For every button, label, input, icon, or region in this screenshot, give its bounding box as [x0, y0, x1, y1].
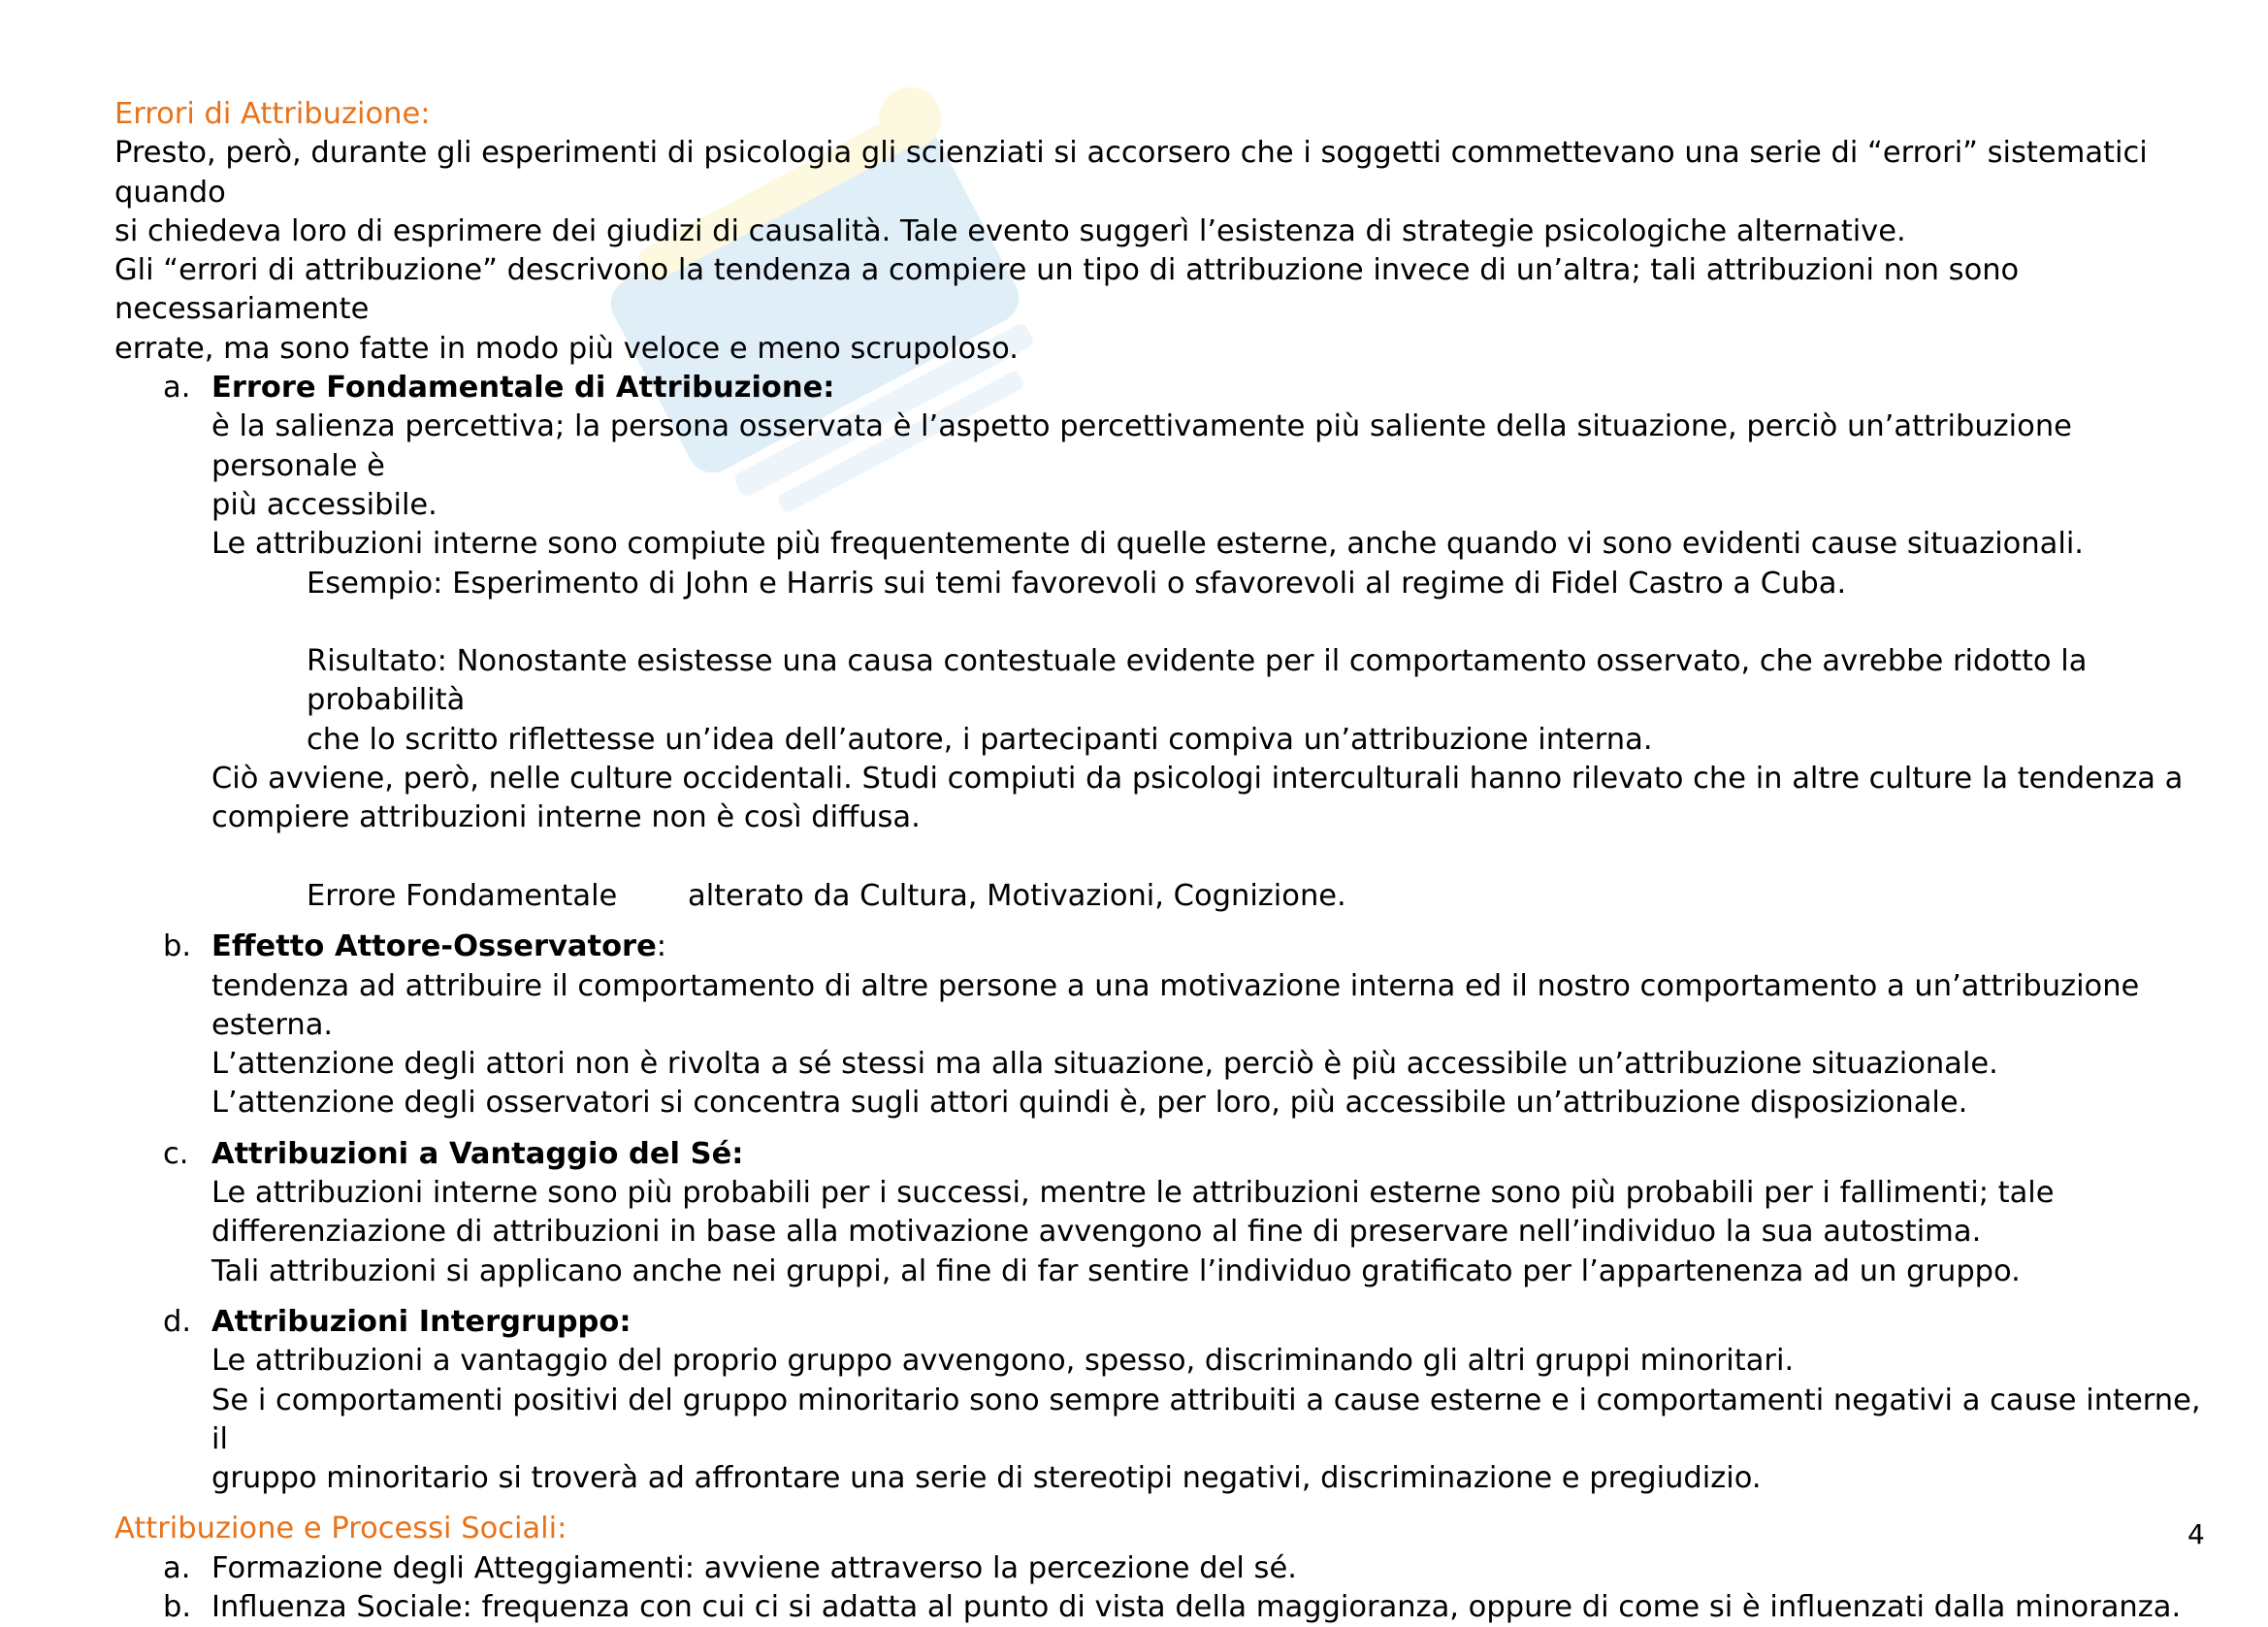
item-line: Tali attribuzioni si applicano anche nei gruppi, al fine di far sentire l’individuo gratificato per l’appartenenza ad un gruppo.: [211, 1253, 2021, 1288]
item-line: Le attribuzioni a vantaggio del proprio gruppo avvengono, spesso, discriminando gli altri gruppi minoritari.: [211, 1344, 1795, 1379]
list-marker: a.: [163, 1550, 191, 1585]
item-gap: [114, 1123, 2210, 1135]
intro-line: Gli “errori di attribuzione” descrivono la tendenza a compiere un tipo di attribuzione invece di un’altra; tali attribuzioni non sono necessariamente: [114, 253, 2020, 327]
item-line: è la salienza percettiva; la persona osservata è l’aspetto percettivamente più saliente della situazione, perciò un’attribuzione personale è: [211, 409, 2072, 483]
item-text: Influenza Sociale: frequenza con cui ci si adatta al punto di vista della maggioranza, oppure di come si è influenzati dalla minoranza.: [211, 1589, 2182, 1624]
item-line: L’attenzione degli osservatori si concentra sugli attori quindi è, per loro, più accessibile un’attribuzione disposizionale.: [211, 1086, 1968, 1121]
list-item-actor-observer: [114, 927, 2210, 1123]
summary-left: Errore Fondamentale: [307, 878, 618, 913]
item-title-suffix: :: [656, 929, 667, 964]
list-marker: b.: [163, 1589, 192, 1624]
social-list: [114, 1549, 2210, 1627]
list-item-self-serving: [114, 1135, 2210, 1291]
item-line: Se i comportamenti positivi del gruppo minoritario sono sempre attribuiti a cause esterne e i comportamenti negativi a cause interne, il: [211, 1383, 2201, 1456]
item-title-row: [211, 927, 2210, 966]
list-item-social-influence: [114, 1588, 2210, 1627]
item-gap: [114, 1291, 2210, 1303]
example-line: Esempio: Esperimento di John e Harris sui temi favorevoli o sfavorevoli al regime di Fidel Castro a Cuba.: [307, 566, 1847, 601]
item-line: più accessibile.: [211, 487, 437, 522]
section-heading-errors: Errori di Attribuzione:: [114, 97, 431, 131]
result-line: Risultato: Nonostante esistesse una causa contestuale evidente per il comportamento osservato, che avrebbe ridotto la probabilità: [307, 644, 2088, 718]
list-marker: b.: [163, 929, 192, 964]
blank-line: [211, 838, 2210, 877]
list-item-intergroup: [114, 1303, 2210, 1498]
item-line: L’attenzione degli attori non è rivolta a sé stessi ma alla situazione, perciò è più accessibile un’attribuzione situazionale.: [211, 1047, 1998, 1082]
summary-right: alterato da Cultura, Motivazioni, Cognizione.: [688, 878, 1346, 913]
item-gap: [114, 916, 2210, 927]
intro-line: si chiedeva loro di esprimere dei giudizi di causalità. Tale evento suggerì l’esistenza di strategie psicologiche alternative.: [114, 213, 1906, 248]
errors-list: [114, 369, 2210, 1498]
item-text: Formazione degli Atteggiamenti: avviene attraverso la percezione del sé.: [211, 1550, 1297, 1585]
item-title: Errore Fondamentale di Attribuzione:: [211, 371, 835, 406]
list-item-attitudes: [114, 1549, 2210, 1588]
culture-line: Ciò avviene, però, nelle culture occidentali. Studi compiuti da psicologi interculturali hanno rilevato che in altre culture la tendenza a: [211, 762, 2184, 797]
page-content: [114, 95, 2210, 1627]
section-gap: [114, 1498, 2210, 1510]
item-line: Le attribuzioni interne sono compiute più frequentemente di quelle esterne, anche quando vi sono evidenti cause situazionali.: [211, 527, 2085, 562]
item-line: tendenza ad attribuire il comportamento di altre persone a una motivazione interna ed il nostro comportamento a un’attribuzione esterna.: [211, 968, 2140, 1042]
culture-line: compiere attribuzioni interne non è così diffusa.: [211, 800, 921, 835]
intro-line: errate, ma sono fatte in modo più veloce e meno scrupoloso.: [114, 331, 1019, 366]
list-marker: c.: [163, 1136, 189, 1171]
intro-line: Presto, però, durante gli esperimenti di psicologia gli scienziati si accorsero che i soggetti commettevano una serie di “errori” sistematici quando: [114, 136, 2148, 210]
blank-line: [211, 603, 2210, 642]
list-item-fundamental-error: [114, 369, 2210, 916]
item-title: Attribuzioni Intergruppo:: [211, 1304, 632, 1339]
result-line: che lo scritto riflettesse un’idea dell’autore, i partecipanti compiva un’attribuzione interna.: [307, 722, 1653, 757]
item-title: Effetto Attore-Osservatore: [211, 929, 657, 964]
item-line: Le attribuzioni interne sono più probabili per i successi, mentre le attribuzioni esterne sono più probabili per i fallimenti; tale: [211, 1176, 2055, 1211]
list-marker: d.: [163, 1304, 192, 1339]
summary-line: [211, 877, 2210, 916]
item-title: Attribuzioni a Vantaggio del Sé:: [211, 1136, 744, 1171]
page-number: 4: [2187, 1518, 2205, 1550]
item-line: gruppo minoritario si troverà ad affrontare una serie di stereotipi negativi, discriminazione e pregiudizio.: [211, 1461, 1762, 1496]
item-line: differenziazione di attribuzioni in base alla motivazione avvengono al fine di preservare nell’individuo la sua autostima.: [211, 1215, 1982, 1250]
list-marker: a.: [163, 371, 191, 406]
section-heading-social: Attribuzione e Processi Sociali:: [114, 1512, 567, 1546]
